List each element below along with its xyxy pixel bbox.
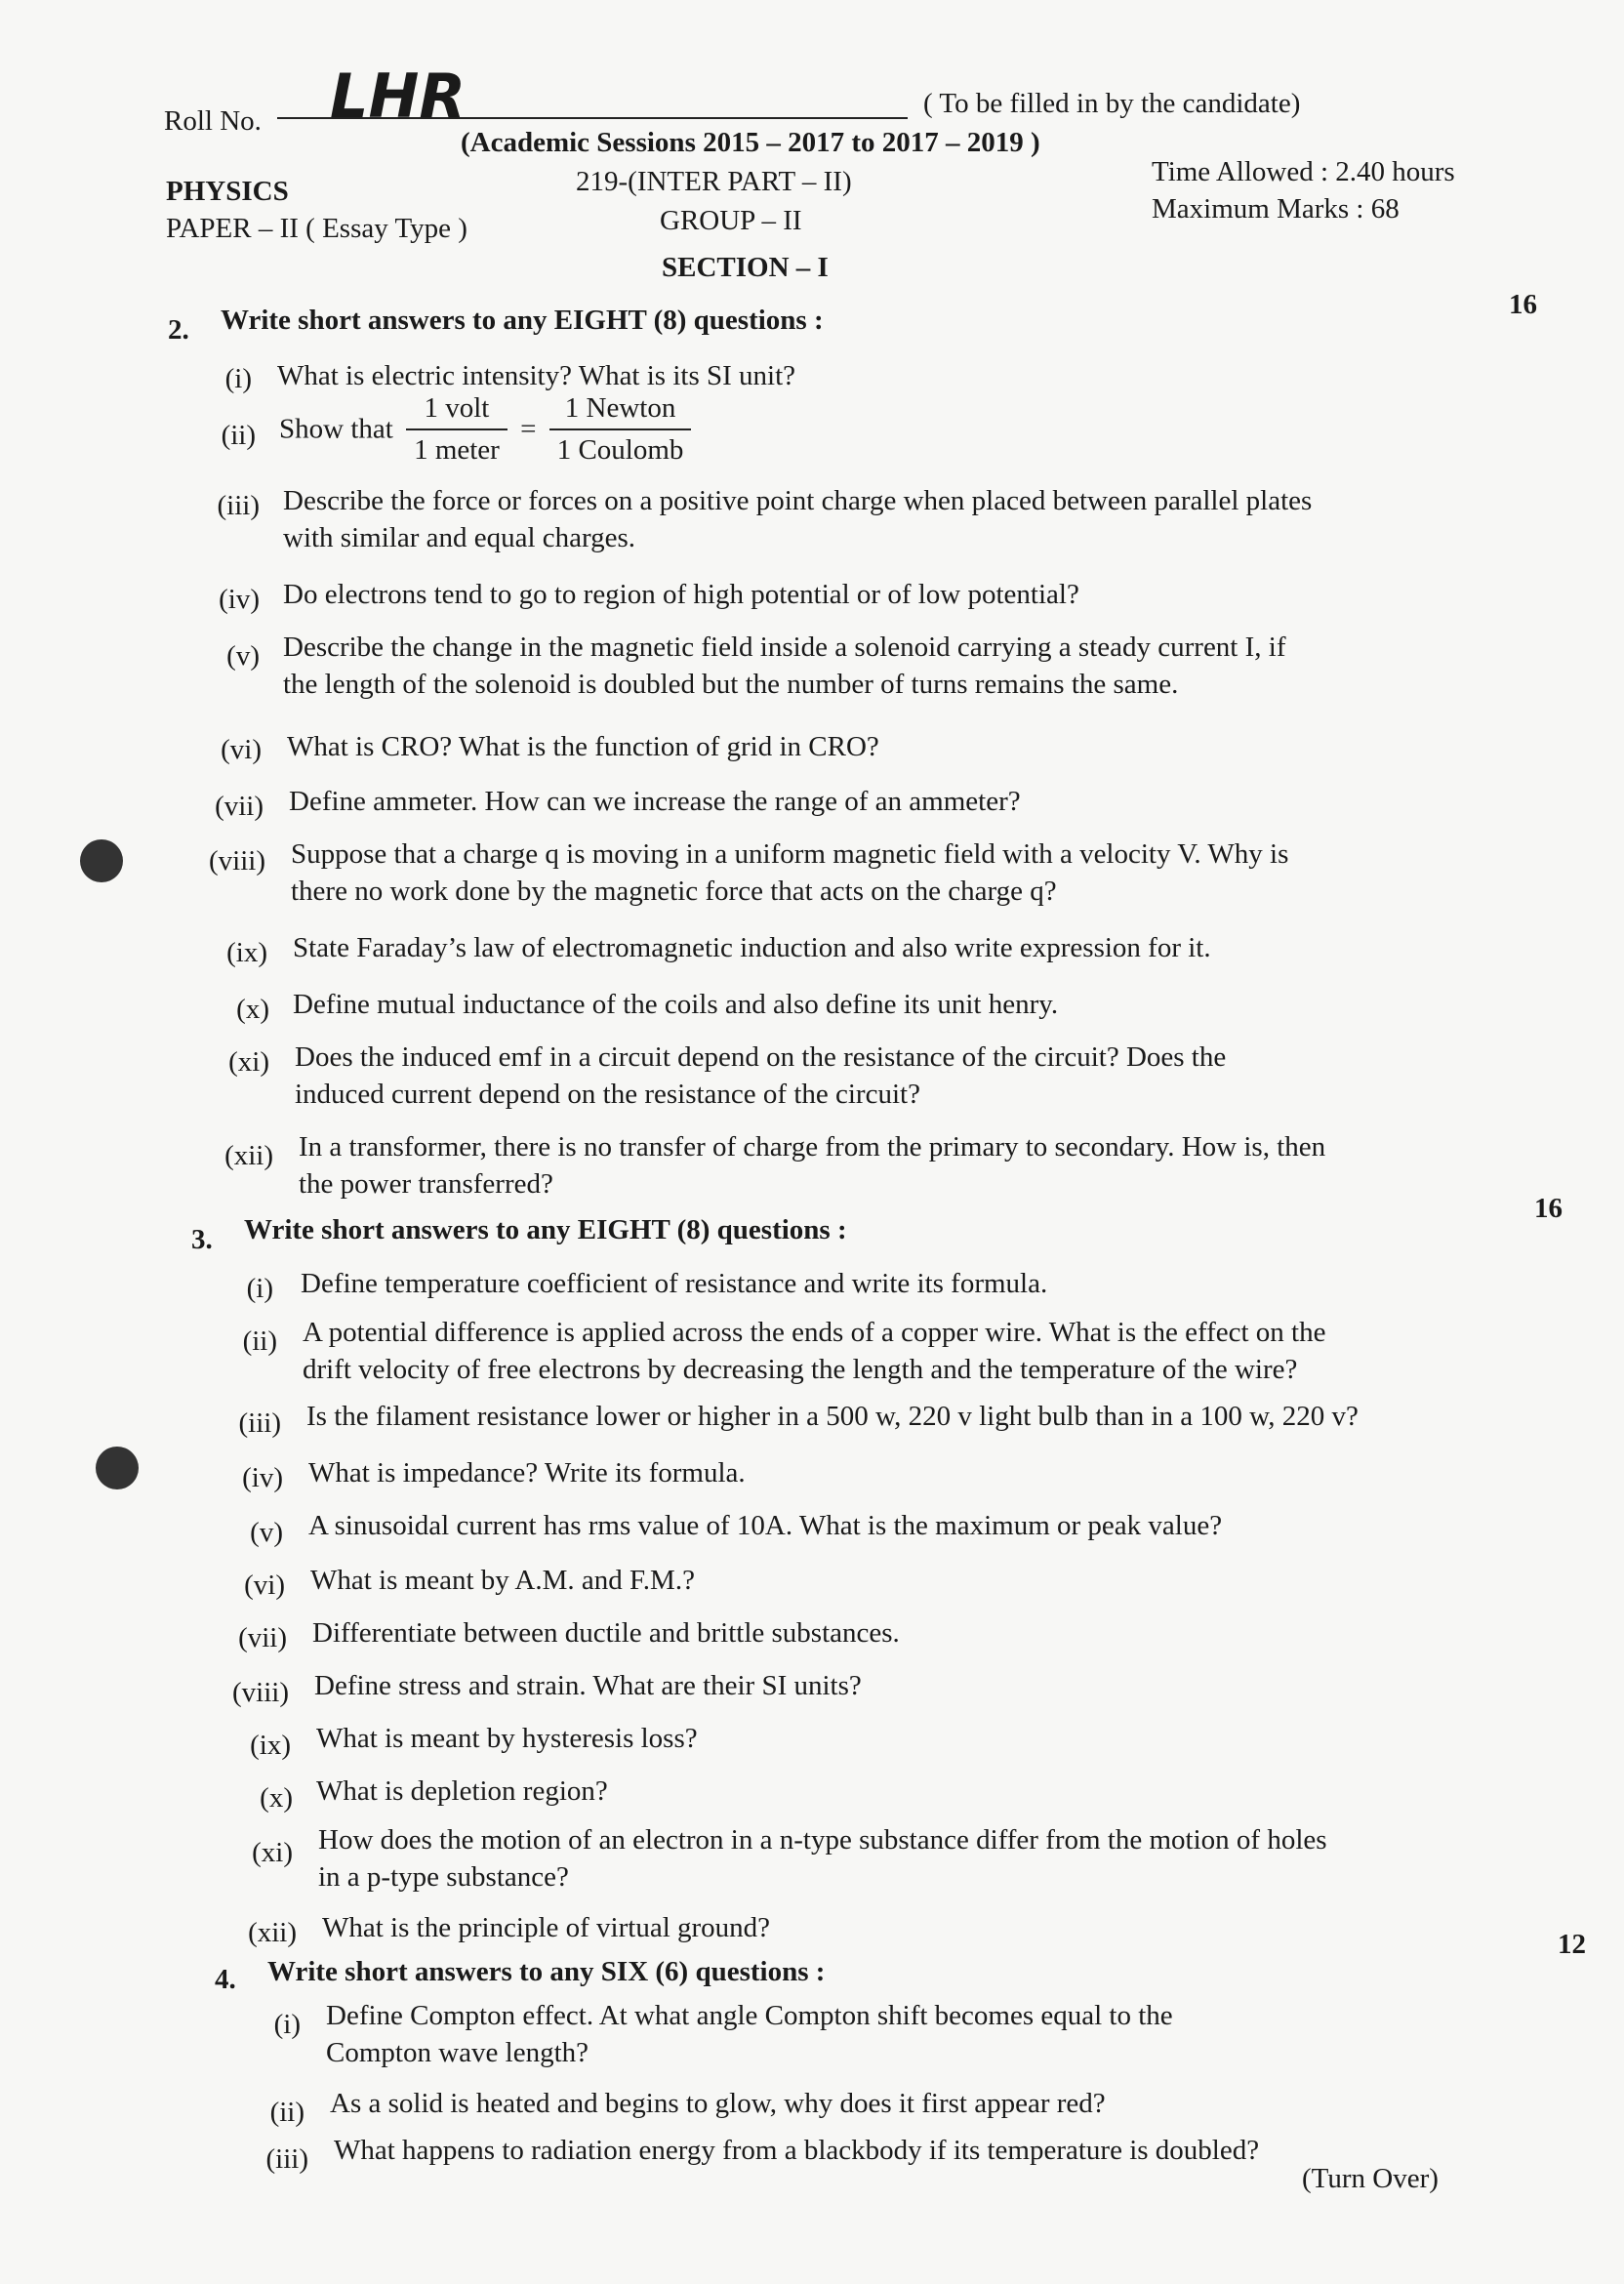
q4-item-text bbox=[326, 1997, 1173, 2071]
q2-item-text: Define mutual inductance of the coils and also define its unit henry. bbox=[293, 989, 1059, 1020]
fraction-denominator: 1 meter bbox=[414, 434, 500, 466]
q3-item-text: What is meant by A.M. and F.M.? bbox=[310, 1565, 695, 1596]
q3-heading: Write short answers to any EIGHT (8) questions : bbox=[244, 1214, 847, 1245]
fraction-numerator: 1 Newton bbox=[549, 392, 692, 430]
q3-item-number: (iv) bbox=[242, 1462, 283, 1493]
q3-item-text bbox=[303, 1314, 1325, 1388]
time-allowed: Time Allowed : 2.40 hours bbox=[1152, 156, 1455, 187]
q3-item-text: Differentiate between ductile and brittle substances. bbox=[312, 1617, 900, 1649]
q2-item-number: (vii) bbox=[215, 791, 264, 822]
q4-item-text: What happens to radiation energy from a blackbody if its temperature is doubled? bbox=[334, 2135, 1260, 2166]
q2-item-text: Do electrons tend to go to region of high potential or of low potential? bbox=[283, 579, 1079, 610]
q3-item-text: What is the principle of virtual ground? bbox=[322, 1912, 771, 1943]
q2-item-text: State Faraday’s law of electromagnetic induction and also write expression for it. bbox=[293, 932, 1211, 963]
fraction-denominator: 1 Coulomb bbox=[556, 434, 684, 466]
q4-item-line: Define Compton effect. At what angle Compton shift becomes equal to the bbox=[326, 2000, 1173, 2031]
paper-code: 219-(INTER PART – II) bbox=[576, 166, 852, 197]
punch-hole bbox=[96, 1447, 139, 1489]
q2-item-number: (xii) bbox=[224, 1140, 273, 1171]
q3-item-number: (iii) bbox=[238, 1407, 281, 1439]
q4-heading: Write short answers to any SIX (6) questions : bbox=[267, 1956, 826, 1987]
academic-sessions: (Academic Sessions 2015 – 2017 to 2017 – 2019 ) bbox=[461, 127, 1040, 158]
paper-type: PAPER – II ( Essay Type ) bbox=[166, 213, 467, 244]
q3-item-number: (v) bbox=[250, 1517, 283, 1548]
q2-item-number: (ii) bbox=[221, 420, 256, 451]
q3-item-text: A sinusoidal current has rms value of 10A. What is the maximum or peak value? bbox=[308, 1510, 1223, 1541]
q2-item-prefix: Show that bbox=[279, 413, 393, 445]
q3-item-text: Define stress and strain. What are their SI units? bbox=[314, 1670, 862, 1701]
q3-item-text: What is impedance? Write its formula. bbox=[308, 1457, 746, 1489]
q2-item-line: Describe the force or forces on a positive point charge when placed between parallel plates bbox=[283, 485, 1313, 516]
q3-item-number: (i) bbox=[246, 1273, 273, 1304]
q3-marks: 16 bbox=[1534, 1193, 1563, 1224]
q3-item-number: (vii) bbox=[238, 1622, 287, 1653]
q4-item-text: As a solid is heated and begins to glow, why does it first appear red? bbox=[330, 2088, 1106, 2119]
q2-item-number: (iv) bbox=[219, 584, 260, 615]
q2-item-number: (xi) bbox=[228, 1046, 269, 1078]
roll-value: LHR bbox=[330, 61, 467, 132]
fraction-numerator: 1 volt bbox=[406, 392, 508, 430]
q2-item-line: Describe the change in the magnetic field inside a solenoid carrying a steady current I, if bbox=[283, 632, 1286, 663]
q2-item-number: (i) bbox=[224, 363, 252, 394]
q4-marks: 12 bbox=[1558, 1929, 1586, 1960]
q2-item-line: with similar and equal charges. bbox=[283, 522, 636, 553]
q2-item-line: the power transferred? bbox=[299, 1168, 553, 1200]
fraction-volt-meter bbox=[406, 392, 508, 467]
q2-number: 2. bbox=[168, 314, 189, 346]
q2-item-line: In a transformer, there is no transfer of charge from the primary to secondary. How is, then bbox=[299, 1131, 1326, 1162]
punch-hole bbox=[80, 839, 123, 882]
group-label: GROUP – II bbox=[660, 205, 802, 236]
q2-item-show-that bbox=[279, 392, 697, 467]
q3-item-number: (x) bbox=[260, 1782, 293, 1814]
q2-item-line: induced current depend on the resistance of the circuit? bbox=[295, 1079, 920, 1110]
equals-sign: = bbox=[520, 413, 537, 445]
q2-item-line: Does the induced emf in a circuit depend on the resistance of the circuit? Does the bbox=[295, 1041, 1227, 1073]
q4-item-number: (ii) bbox=[269, 2097, 304, 2128]
q2-item-number: (iii) bbox=[217, 490, 260, 521]
q3-item-text: Define temperature coefficient of resistance and write its formula. bbox=[301, 1268, 1048, 1299]
q3-item-line: How does the motion of an electron in a n-type substance differ from the motion of holes bbox=[318, 1824, 1327, 1856]
q3-item-line: drift velocity of free electrons by decreasing the length and the temperature of the wire? bbox=[303, 1354, 1298, 1385]
q2-item-text bbox=[283, 629, 1286, 703]
roll-label: Roll No. bbox=[164, 105, 262, 137]
q2-item-number: (ix) bbox=[226, 937, 267, 968]
q2-item-text bbox=[283, 482, 1312, 556]
roll-note: ( To be filled in by the candidate) bbox=[923, 88, 1301, 119]
q4-number: 4. bbox=[215, 1964, 236, 1995]
q2-item-text bbox=[299, 1128, 1325, 1203]
maximum-marks: Maximum Marks : 68 bbox=[1152, 193, 1400, 224]
q3-item-text: What is depletion region? bbox=[316, 1775, 608, 1807]
q3-item-number: (ii) bbox=[242, 1326, 277, 1357]
q2-item-number: (viii) bbox=[209, 845, 265, 877]
q2-item-line: Suppose that a charge q is moving in a uniform magnetic field with a velocity V. Why is bbox=[291, 838, 1289, 870]
q2-item-number: (x) bbox=[236, 994, 269, 1025]
turn-over-note: (Turn Over) bbox=[1302, 2163, 1439, 2194]
q3-item-line: A potential difference is applied across the ends of a copper wire. What is the effect on the bbox=[303, 1317, 1326, 1348]
q2-item-number: (vi) bbox=[221, 734, 262, 765]
q3-item-number: (ix) bbox=[250, 1730, 291, 1761]
q3-item-text bbox=[318, 1821, 1327, 1896]
q2-item-text bbox=[291, 836, 1288, 910]
q3-item-text: What is meant by hysteresis loss? bbox=[316, 1723, 698, 1754]
q2-item-line: the length of the solenoid is doubled but the number of turns remains the same. bbox=[283, 669, 1179, 700]
q3-item-line: in a p-type substance? bbox=[318, 1861, 569, 1893]
q3-number: 3. bbox=[191, 1224, 213, 1255]
q4-item-line: Compton wave length? bbox=[326, 2037, 589, 2068]
section-title: SECTION – I bbox=[662, 252, 829, 283]
q3-item-number: (vi) bbox=[244, 1570, 285, 1601]
q2-item-text: What is electric intensity? What is its SI unit? bbox=[277, 360, 796, 391]
q2-item-number: (v) bbox=[226, 640, 260, 672]
q2-item-text bbox=[295, 1039, 1226, 1113]
fraction-newton-coulomb bbox=[549, 392, 692, 467]
q2-item-text: Define ammeter. How can we increase the range of an ammeter? bbox=[289, 786, 1021, 817]
q4-item-number: (iii) bbox=[265, 2143, 308, 2175]
q3-item-number: (xi) bbox=[252, 1837, 293, 1868]
q2-item-text: What is CRO? What is the function of grid in CRO? bbox=[287, 731, 879, 762]
q3-item-text: Is the filament resistance lower or higher in a 500 w, 220 v light bulb than in a 100 w, 220 v? bbox=[306, 1401, 1359, 1432]
subject-title: PHYSICS bbox=[166, 176, 289, 207]
q4-item-number: (i) bbox=[273, 2009, 301, 2040]
q3-item-number: (xii) bbox=[248, 1917, 297, 1948]
q2-heading: Write short answers to any EIGHT (8) questions : bbox=[221, 305, 824, 336]
q2-marks: 16 bbox=[1509, 289, 1537, 320]
q2-item-line: there no work done by the magnetic force that acts on the charge q? bbox=[291, 876, 1057, 907]
q3-item-number: (viii) bbox=[232, 1677, 289, 1708]
